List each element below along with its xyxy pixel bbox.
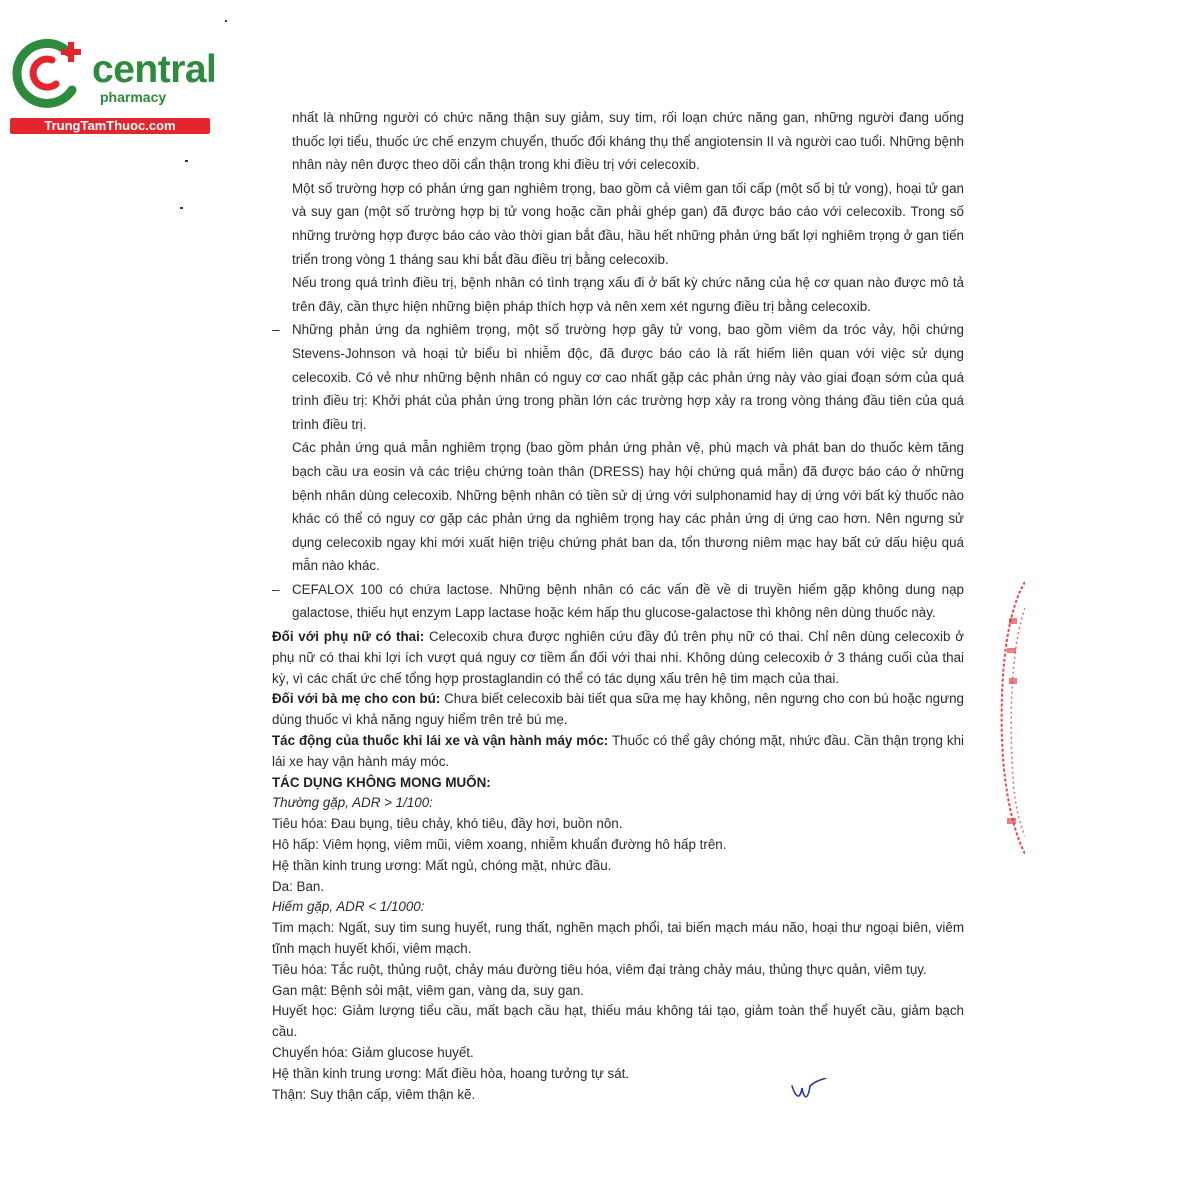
adr-item: Gan mật: Bệnh sỏi mật, viêm gan, vàng da, suy gan. bbox=[272, 982, 584, 998]
paragraph: Một số trường hợp có phản ứng gan nghiêm trọng, bao gồm cả viêm gan tối cấp (một số bị tử vong), hoại tử gan và suy gan (một số trường hợp bị tử vong hoặc cần phải ghép gan) đã được báo cáo với celecoxib. Trong số những trường hợp được báo cáo vào thời gian bắt đầu, hầu hết những phản ứng bất lợi nghiêm trọng ở gan tiến triển trong vòng 1 tháng sau khi bắt đầu điều trị bằng celecoxib. bbox=[292, 180, 964, 267]
adr-item: Chuyển hóa: Giảm glucose huyết. bbox=[272, 1045, 474, 1060]
logo-sub: pharmacy bbox=[100, 89, 167, 105]
bullet-dash: – bbox=[272, 581, 280, 597]
bullet-text: CEFALOX 100 có chứa lactose. Những bệnh nhân có các vấn đề về di truyền hiếm gặp không dung nạp galactose, thiếu hụt enzym Lapp lactase hoặc kém hấp thu glucose-galactose thì không nên dùng thuốc này. bbox=[292, 581, 964, 621]
adr-item: Hệ thần kinh trung ương: Mất ngủ, chóng mặt, nhức đầu. bbox=[272, 857, 612, 873]
central-pharmacy-logo[interactable] bbox=[10, 38, 215, 138]
adr-item: Huyết học: Giảm lượng tiểu cầu, mất bạch cầu hạt, thiếu máu không tái tạo, giảm toàn thể huyết cầu, giảm bạch cầu. bbox=[272, 1003, 964, 1040]
adr-item: Hệ thần kinh trung ương: Mất điều hòa, hoang tưởng tự sát. bbox=[272, 1065, 630, 1081]
paragraph: nhất là những người có chức năng thận suy giảm, suy tim, rối loạn chức năng gan, những người đang uống thuốc lợi tiểu, thuốc ức chế enzym chuyển, thuốc đối kháng thụ thể angiotensin II và người cao tuổi. Những bệnh nhân này nên được theo dõi cẩn thận trong khi điều trị với celecoxib. bbox=[292, 110, 964, 173]
red-stamp-mark bbox=[995, 578, 1025, 856]
section-heading: Đối với bà mẹ cho con bú: bbox=[272, 691, 441, 707]
paragraph: Nếu trong quá trình điều trị, bệnh nhân có tình trạng xấu đi ở bất kỳ chức năng của hệ cơ quan nào được mô tả trên đây, cần thực hiện những biện pháp thích hợp và nên xem xét ngưng điều trị bằng celecoxib. bbox=[292, 275, 964, 314]
scan-speck bbox=[225, 20, 227, 22]
pregnancy-section bbox=[272, 627, 964, 689]
adr-item: Tiêu hóa: Đau bụng, tiêu chảy, khó tiêu, đầy hơi, buồn nôn. bbox=[272, 816, 623, 832]
signature-mark bbox=[790, 1078, 830, 1111]
bullet-paragraph bbox=[272, 578, 964, 625]
adr-item: Hô hấp: Viêm họng, viêm mũi, viêm xoang, nhiễm khuẩn đường hô hấp trên. bbox=[272, 837, 727, 853]
scan-speck bbox=[185, 160, 188, 162]
driving-section bbox=[272, 731, 964, 773]
section-heading: Tác động của thuốc khi lái xe và vận hành máy móc: bbox=[272, 733, 609, 749]
adr-item: Tim mạch: Ngất, suy tim sung huyết, rung thất, nghẽn mạch phổi, tai biến mạch máu não, hoại thư ngoại biên, viêm tĩnh mạch huyết khối, viêm mạch. bbox=[272, 920, 964, 957]
adr-heading-text: TÁC DỤNG KHÔNG MONG MUỐN: bbox=[272, 774, 491, 790]
adr-item: Tiêu hóa: Tắc ruột, thủng ruột, chảy máu đường tiêu hóa, viêm đại tràng chảy máu, thủng thực quản, viêm tụy. bbox=[272, 961, 927, 977]
document-body bbox=[272, 106, 964, 1105]
common-heading: Thường gặp, ADR > 1/100: bbox=[272, 795, 433, 811]
scan-speck bbox=[180, 207, 183, 209]
paragraph: Các phản ứng quá mẫn nghiêm trọng (bao gồm phản ứng phản vệ, phù mạch và phát ban do thuốc kèm tăng bạch cầu ưa eosin và các triệu chứng toàn thân (DRESS) hay hội chứng quá mẫn) đã được báo cáo ở những bệnh nhân dùng celecoxib. Những bệnh nhân có tiền sử dị ứng với sulphonamid hay dị ứng với bất kỳ thuốc nào khác có thể có nguy cơ gặp các phản ứng da nghiêm trọng hay các phản ứng dị ứng cao hơn. Nên ngưng sử dụng celecoxib ngay khi mới xuất hiện triệu chứng phát ban da, tổn thương niêm mạc hay bất cứ dấu hiệu quá mẫn nào khác. bbox=[292, 440, 964, 574]
bullet-text: Những phản ứng da nghiêm trọng, một số trường hợp gây tử vong, bao gồm viêm da tróc vảy, hội chứng Stevens-Johnson và hoại tử biểu bì nhiễm độc, đã được báo cáo là rất hiếm liên quan với việc sử dụng celecoxib. Có vẻ như những bệnh nhân có nguy cơ cao nhất gặp các phản ứng này vào giai đoạn sớm của quá trình điều trị: Khởi phát của phản ứng trong phần lớn các trường hợp xảy ra trong vòng tháng đầu tiên của quá trình điều trị. bbox=[292, 322, 964, 432]
section-heading: Đối với phụ nữ có thai: bbox=[272, 629, 425, 645]
section-text: Celecoxib chưa được nghiên cứu đầy đủ trên phụ nữ có thai. Chỉ nên dùng celecoxib ở phụ nữ có thai khi lợi ích vượt quá nguy cơ tiềm ẩn đối với thai nhi. Không dùng celecoxib ở 3 tháng cuối của thai kỳ, vì các chất ức chế tổng hợp prostaglandin có thể có tác dụng xấu trên hệ tim mạch của thai. bbox=[272, 629, 964, 686]
bullet-paragraph bbox=[272, 318, 964, 436]
logo-url[interactable]: TrungTamThuoc.com bbox=[10, 118, 210, 134]
rare-heading: Hiếm gặp, ADR < 1/1000: bbox=[272, 899, 425, 915]
section-text: Chưa biết celecoxib bài tiết qua sữa mẹ hay không, nên ngưng cho con bú hoặc ngưng dùng thuốc vì khả năng nguy hiểm trên trẻ bú mẹ. bbox=[272, 691, 964, 728]
bullet-dash: – bbox=[272, 322, 280, 338]
logo-brand: central bbox=[92, 48, 217, 91]
adr-item: Da: Ban. bbox=[272, 878, 325, 894]
adr-heading bbox=[272, 773, 964, 794]
nursing-section bbox=[272, 689, 964, 731]
logo-mark-icon bbox=[10, 38, 90, 110]
adr-item: Thận: Suy thận cấp, viêm thận kẽ. bbox=[272, 1086, 476, 1102]
section-text: Thuốc có thể gây chóng mặt, nhức đầu. Cần thận trọng khi lái xe hay vận hành máy móc. bbox=[272, 733, 964, 769]
